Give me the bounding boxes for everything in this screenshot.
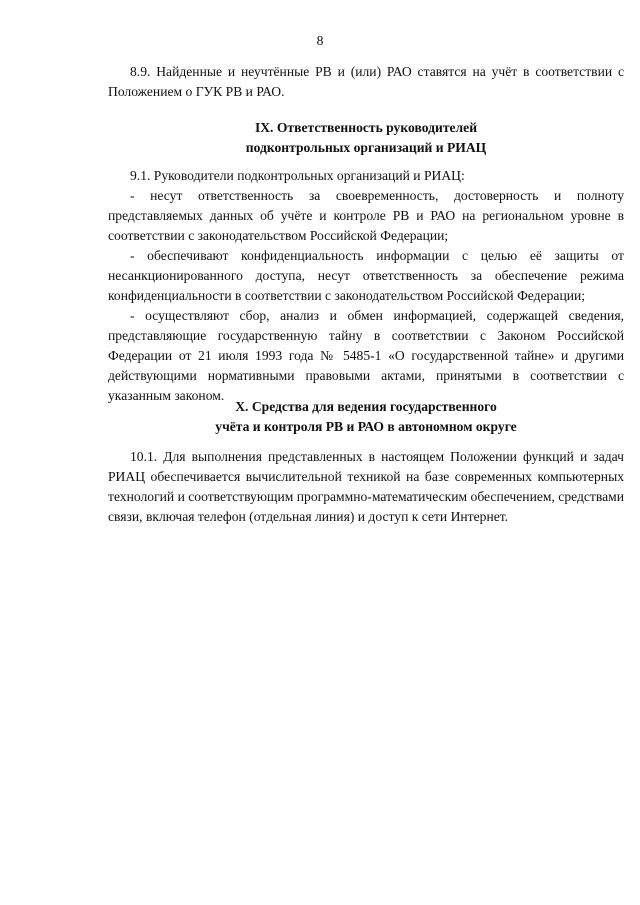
heading-line: учёта и контроля РВ и РАО в автономном округе	[215, 419, 517, 434]
section-heading	[108, 118, 624, 158]
section-heading	[108, 397, 624, 437]
list-item: - обеспечивают конфиденциальность информации с целью её защиты от несанкционированного доступа, несут ответственность за обеспечение режима конфиденциальности в соответствии с законодательством Российской Федерации;	[108, 248, 624, 303]
section-10-body	[108, 447, 624, 527]
list-item: - осуществляют сбор, анализ и обмен информацией, содержащей сведения, представляющие государственную тайну в соответствии с Законом Российской Федерации от 21 июля 1993 года № 5485-1 «О государственной тайне» и другими действующими нормативными правовыми актами, принятыми в соответствии с указанным законом.	[108, 308, 624, 403]
paragraph-8-9: 8.9. Найденные и неучтённые РВ и (или) РАО ставятся на учёт в соответствии с Положением о ГУК РВ и РАО.	[108, 64, 624, 99]
section-9-body	[108, 166, 624, 406]
section-10-heading	[108, 397, 624, 437]
page-number: 8	[316, 33, 324, 48]
heading-line: подконтрольных организаций и РИАЦ	[245, 140, 487, 155]
list-item: - несут ответственность за своевременность, достоверность и полноту представляемых данных об учёте и контроле РВ и РАО на региональном уровне в соответствии с законодательством Российской Федерации;	[108, 188, 624, 243]
section-9-heading	[108, 118, 624, 158]
paragraph-10-1: 10.1. Для выполнения представленных в настоящем Положении функций и задач РИАЦ обеспечивается вычислительной техникой на базе современных компьютерных технологий и соответствующим программно-математическим обеспечением, средствами связи, включая телефон (отдельная линия) и доступ к сети Интернет.	[108, 449, 625, 524]
heading-line: IX. Ответственность руководителей	[254, 120, 478, 135]
paragraph-9-1: 9.1. Руководители подконтрольных организаций и РИАЦ:	[130, 168, 465, 183]
heading-line: X. Средства для ведения государственного	[235, 399, 497, 414]
section-8-block	[108, 62, 624, 102]
